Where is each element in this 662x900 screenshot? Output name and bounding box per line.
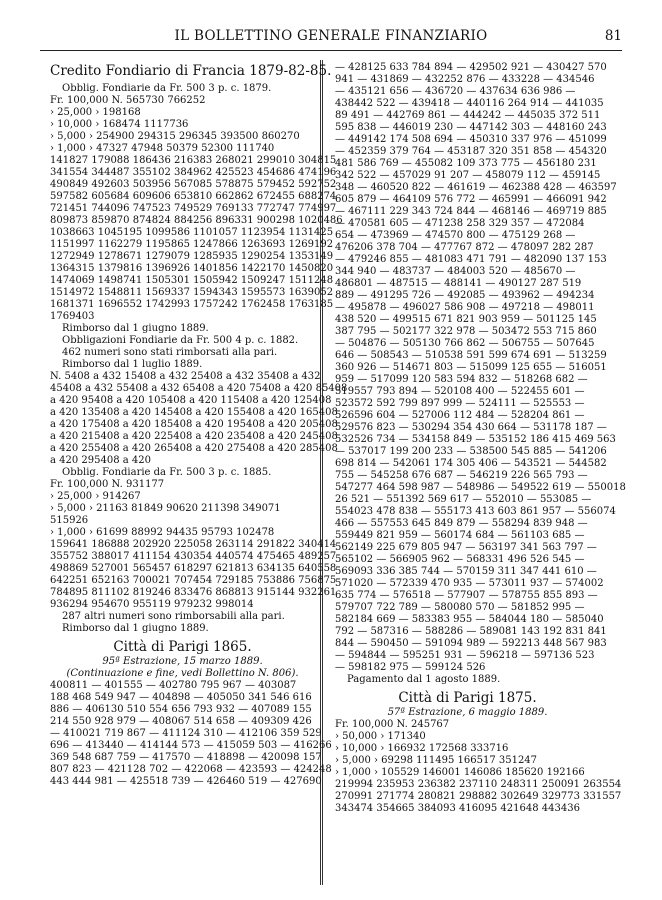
text-line: › 25,000 › 198168	[50, 107, 141, 118]
text-line: › 5,000 › 254900 294315 296345 393500 860270	[50, 131, 300, 142]
text-line: — 435121 656 — 436720 — 437634 636 986 —	[335, 86, 576, 97]
extraction-title: 95ª Estrazione, 15 marzo 1889.	[102, 656, 263, 667]
text-line: 807 823 — 421128 702 — 422068 — 423593 — 424248	[50, 764, 332, 775]
left-lines-parigi	[50, 680, 332, 788]
text-line: 959 — 517099 120 583 594 832 — 518268 682 —	[335, 374, 588, 385]
text-line: 559449 821 959 — 560174 684 — 561103 685 —	[335, 530, 585, 541]
text-line: 1038663 1045195 1099586 1101057 1123954 1131425	[50, 227, 334, 238]
left-lines-credito	[50, 83, 348, 635]
text-line: 188 468 549 947 — 404898 — 405050 341 546 616	[50, 692, 312, 703]
text-line: 547277 464 598 987 — 548986 — 549522 619 — 550018	[335, 482, 626, 493]
text-line: 605 879 — 464109 576 772 — 465991 — 466091 942	[335, 194, 607, 205]
text-line: › 10,000 › 166932 172568 333716	[335, 743, 509, 754]
text-line: — 467111 229 343 724 844 — 468146 — 469719 885	[335, 206, 607, 217]
text-line: 486801 — 487515 — 488141 — 490127 287 519	[335, 278, 582, 289]
text-line: 348 — 460520 822 — 461619 — 462388 428 — 463597	[335, 182, 617, 193]
text-line: 344 940 — 483737 — 484003 520 — 485670 —	[335, 266, 576, 277]
text-line: 579707 722 789 — 580080 570 — 581852 995 —	[335, 602, 585, 613]
text-line: 1364315 1379816 1396926 1401856 1422170 1450820	[50, 263, 334, 274]
running-title: IL BOLLETTINO GENERALE FINANZIARIO	[174, 28, 488, 44]
text-line: 476206 378 704 — 477767 872 — 478097 282 287	[335, 242, 594, 253]
text-line: › 10,000 › 168474 1117736	[50, 119, 189, 130]
right-column	[335, 62, 626, 815]
section-heading: Città di Parigi 1865.	[113, 639, 252, 655]
text-line: Pagamento dal 1 agosto 1889.	[347, 674, 501, 685]
text-line: 387 795 — 502177 322 978 — 503472 553 715 860	[335, 326, 597, 337]
text-line: 141827 179088 186436 216383 268021 299010 304815	[50, 155, 337, 166]
text-line: — 594844 — 595251 931 — 596218 — 597136 523	[335, 650, 595, 661]
text-line: 784895 811102 819246 833476 868813 915144 932261	[50, 587, 337, 598]
text-line: 343474 354665 384093 416095 421648 443436	[335, 803, 580, 814]
text-line: › 5,000 › 21163 81849 90620 211398 349071	[50, 503, 281, 514]
text-line: 562149 225 679 805 947 — 563197 341 563 797 —	[335, 542, 597, 553]
text-line: 792 — 587316 — 588286 — 589081 143 192 831 841	[335, 626, 607, 637]
text-line: 466 — 557553 645 849 879 — 558294 839 948 —	[335, 518, 588, 529]
text-line: 532526 734 — 534158 849 — 535152 186 415 469 563	[335, 434, 616, 445]
text-line: 481 586 769 — 455082 109 373 775 — 456180 231	[335, 158, 597, 169]
text-line: 755 — 545258 676 687 — 546219 226 565 793 —	[335, 470, 588, 481]
text-line: 721451 744096 747523 749529 769133 772747 774997	[50, 203, 337, 214]
text-line: 214 550 928 979 — 408067 514 658 — 409309 426	[50, 716, 312, 727]
text-line: 635 774 — 576518 — 577907 — 578755 855 893 —	[335, 590, 598, 601]
text-line: Rimborso dal 1 giugno 1889.	[62, 323, 209, 334]
continuation-note: (Continuazione e fine, vedi Bollettino N. 806).	[66, 668, 299, 679]
text-line: Rimborso dal 1 luglio 1889.	[62, 359, 203, 370]
text-line: 597582 605684 609606 653810 662862 672455 688274	[50, 191, 337, 202]
text-line: 1514972 1548811 1569337 1594343 1595573 1639052	[50, 287, 334, 298]
text-line: 554023 478 838 — 555173 413 603 861 957 — 556074	[335, 506, 616, 517]
text-line: 529576 823 — 530294 354 430 664 — 531178 187 —	[335, 422, 607, 433]
extraction-title: 57ª Estrazione, 6 maggio 1889.	[387, 707, 548, 718]
text-line: 219994 235953 236382 237110 248311 250091 263554	[335, 779, 622, 790]
text-line: 654 — 473969 — 474570 800 — 475129 268 —	[335, 230, 576, 241]
text-line: — 598182 975 — 599124 526	[335, 662, 486, 673]
text-line: Rimborso dal 1 giugno 1889.	[62, 623, 209, 634]
text-line: › 5,000 › 69298 111495 166517 351247	[335, 755, 538, 766]
text-line: N. 5408 a 432 15408 a 432 25408 a 432 35408 a 432	[50, 371, 321, 382]
text-line: 341554 344487 355102 384962 425523 454686 474196	[50, 167, 337, 178]
text-line: › 1,000 › 105529 146001 146086 185620 192166	[335, 767, 585, 778]
text-line: 526596 604 — 527006 112 484 — 528204 861 —	[335, 410, 585, 421]
text-line: 462 numeri sono stati rimborsati alla pari.	[62, 347, 278, 358]
text-line: 523572 592 799 897 999 — 524111 — 525553 —	[335, 398, 585, 409]
page-number: 81	[604, 28, 622, 44]
text-line: — 428125 633 784 894 — 429502 921 — 430427 570	[335, 62, 607, 73]
text-line: — 479246 855 — 481083 471 791 — 482090 137 153	[335, 254, 607, 265]
text-line: 515926	[50, 515, 89, 526]
text-line: 490849 492603 503956 567085 578875 579452 592752	[50, 179, 337, 190]
text-line: 498869 527001 565457 618297 621813 634135 640558	[50, 563, 337, 574]
text-line: 941 — 431869 — 432252 876 — 433228 — 434546	[335, 74, 595, 85]
text-line: 582184 669 — 583383 955 — 584044 180 — 585040	[335, 614, 604, 625]
text-line: Obblig. Fondiarie da Fr. 500 3 p. c. 1879.	[62, 83, 272, 94]
text-line: 26 521 — 551392 569 617 — 552010 — 553085 —	[335, 494, 592, 505]
text-line: 270991 271774 280821 298882 302649 329773 331557	[335, 791, 622, 802]
text-line: a 420 175408 a 420 185408 a 420 195408 a 420 205408	[50, 419, 338, 430]
text-line: a 420 255408 a 420 265408 a 420 275408 a 420 285408	[50, 443, 338, 454]
text-line: 646 — 508543 — 510538 591 599 674 691 — 513259	[335, 350, 607, 361]
text-line: a 420 95408 a 420 105408 a 420 115408 a 420 125408	[50, 395, 332, 406]
text-line: › 1,000 › 61699 88992 94435 95793 102478	[50, 527, 275, 538]
text-line: 519557 793 894 — 520108 400 — 522455 601 —	[335, 386, 585, 397]
text-line: 1769403	[50, 311, 95, 322]
text-line: 369 548 687 759 — 417570 — 418898 — 420098 157	[50, 752, 322, 763]
text-line: Obblig. Fondiarie da Fr. 500 3 p. c. 1885.	[62, 467, 272, 478]
text-line: 696 — 413440 — 414144 573 — 415059 503 — 416266	[50, 740, 332, 751]
text-line: › 25,000 › 914267	[50, 491, 141, 502]
text-line: — 452359 379 764 — 453187 320 351 858 — 454320	[335, 146, 607, 157]
text-line: 571020 — 572339 470 935 — 573011 937 — 574002	[335, 578, 604, 589]
text-line: 844 — 590450 — 591094 989 — 592213 448 567 983	[335, 638, 607, 649]
text-line: 400811 — 401555 — 402780 795 967 — 403087	[50, 680, 297, 691]
text-line: 642251 652163 700021 707454 729185 753886 756875	[50, 575, 337, 586]
text-line: — 504876 — 505130 766 862 — 506755 — 507645	[335, 338, 595, 349]
text-line: 698 814 — 542061 174 305 406 — 543521 — 544582	[335, 458, 607, 469]
text-line: 1474069 1498741 1505301 1505942 1509247 1511248	[50, 275, 334, 286]
text-line: 360 926 — 514671 803 — 515099 125 655 — 516051	[335, 362, 607, 373]
text-line: › 1,000 › 47327 47948 50379 52300 111740	[50, 143, 275, 154]
text-line: — 470581 605 — 471238 258 329 357 — 472084	[335, 218, 585, 229]
text-line: a 420 215408 a 420 225408 a 420 235408 a 420 245408	[50, 431, 338, 442]
section-heading: Credito Fondiario di Francia 1879-82-85.	[50, 63, 332, 79]
text-line: — 410021 719 867 — 411124 310 — 412106 359 529	[50, 728, 322, 739]
text-line: 443 444 981 — 425518 739 — 426460 519 — 427690	[50, 776, 322, 787]
text-line: Fr. 100,000 N. 931177	[50, 479, 165, 490]
text-line: 936294 954670 955119 979232 998014	[50, 599, 254, 610]
left-column	[50, 62, 348, 788]
text-line: 809873 859870 874824 884256 896331 900298 1020486	[50, 215, 343, 226]
text-line: — 449142 174 508 694 — 450310 337 976 — 451099	[335, 134, 607, 145]
text-line: 89 491 — 442769 861 — 444242 — 445035 372 511	[335, 110, 601, 121]
text-line: 342 522 — 457029 91 207 — 458079 112 — 459145	[335, 170, 601, 181]
text-line: 595 838 — 446019 230 — 447142 303 — 448160 243	[335, 122, 607, 133]
text-line: › 50,000 › 171340	[335, 731, 426, 742]
page-header	[40, 0, 622, 51]
right-lines-parigi-1875	[335, 719, 622, 815]
text-line: 438 520 — 499515 671 821 903 959 — 501125 145	[335, 314, 597, 325]
text-line: 355752 388017 411154 430354 440574 475465 489257	[50, 551, 337, 562]
text-line: 287 altri numeri sono rimborsabili alla pari.	[62, 611, 285, 622]
text-line: — 537017 199 200 233 — 538500 545 885 — 541206	[335, 446, 607, 457]
text-line: 889 — 491295 726 — 492085 — 493962 — 494234	[335, 290, 595, 301]
right-lines-parigi-1865	[335, 62, 626, 686]
text-line: Fr. 100,000 N. 245767	[335, 719, 450, 730]
text-line: 1151997 1162279 1195865 1247866 1263693 1269192	[50, 239, 334, 250]
text-line: 159641 186888 202920 225058 263114 291822 340414	[50, 539, 337, 550]
text-line: 45408 a 432 55408 a 432 65408 a 420 75408 a 420 85408	[50, 383, 348, 394]
text-line: 438442 522 — 439418 — 440116 264 914 — 441035	[335, 98, 604, 109]
text-line: Fr. 100,000 N. 565730 766252	[50, 95, 206, 106]
section-heading: Città di Parigi 1875.	[398, 690, 537, 706]
text-line: 1272949 1278671 1279079 1285935 1290254 1353149	[50, 251, 334, 262]
text-line: 569093 336 385 744 — 570159 311 347 441 610 —	[335, 566, 597, 577]
text-line: 565102 — 566905 962 — 568331 496 526 545 —	[335, 554, 585, 565]
text-line: 886 — 406130 510 554 656 793 932 — 407089 155	[50, 704, 312, 715]
text-line: Obbligazioni Fondiarie da Fr. 500 4 p. c. 1882.	[62, 335, 299, 346]
text-line: a 420 135408 a 420 145408 a 420 155408 a 420 165408	[50, 407, 338, 418]
text-line: — 495878 — 496027 586 908 — 497218 — 498011	[335, 302, 595, 313]
text-line: a 420 295408 a 420	[50, 455, 151, 466]
text-line: 1681371 1696552 1742993 1757242 1762458 1763185	[50, 299, 334, 310]
